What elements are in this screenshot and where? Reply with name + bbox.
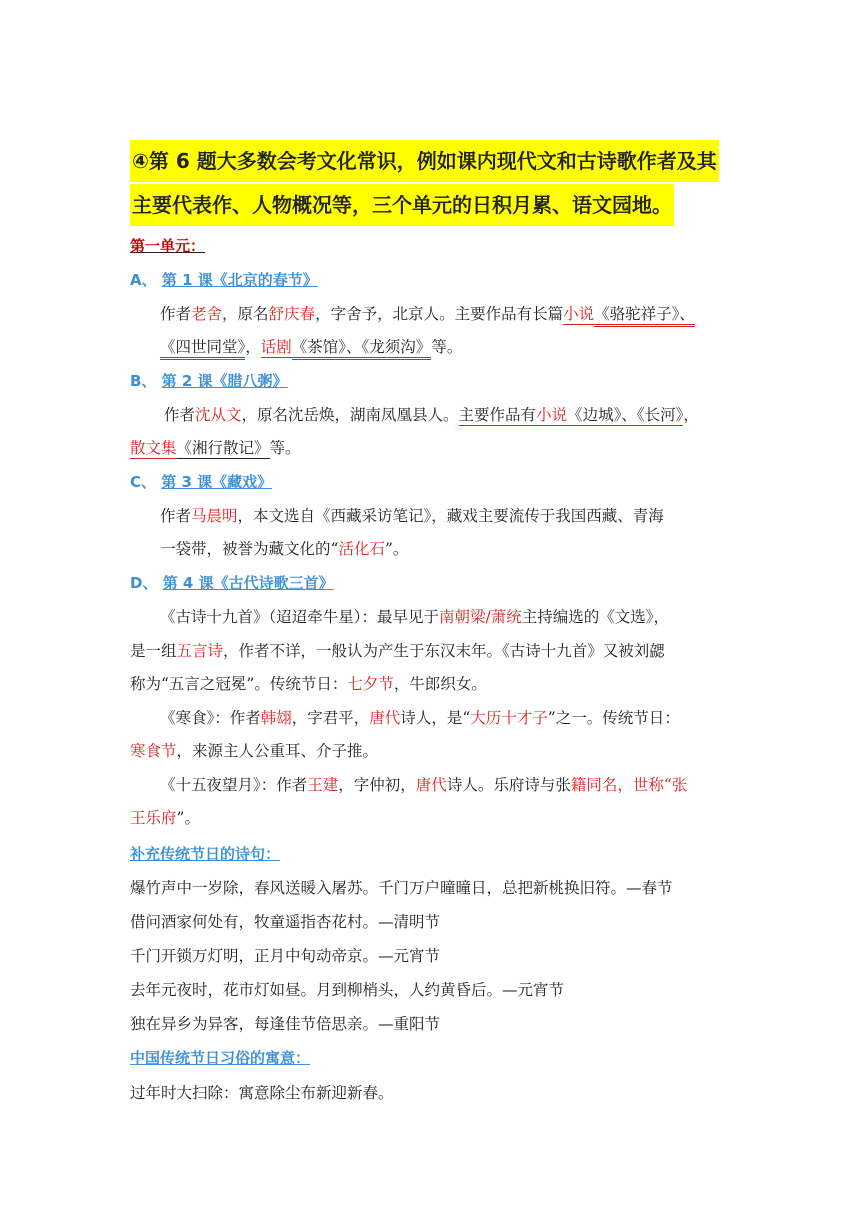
- author-name: 马晨明: [191, 507, 238, 525]
- poems-heading: [130, 843, 280, 865]
- text: ，作者不详，一般认为产生于东汉末年。《古诗十九首》又被刘勰: [223, 642, 665, 660]
- genre-essay: 散文集: [130, 439, 177, 457]
- poems-title: 补充传统节日的诗句：: [130, 845, 281, 863]
- text: ”。: [384, 540, 409, 558]
- lesson-c-line-2: [160, 538, 408, 560]
- lesson-b-line-1: [164, 404, 699, 426]
- lesson-d-title: 第 4 课《古代诗歌三首》: [162, 574, 334, 592]
- author-name: 沈从文: [195, 406, 242, 424]
- author-name: 韩翃: [260, 709, 292, 727]
- lesson-a-line-2: [160, 336, 462, 358]
- intro-line-2: 主要代表作、人物概况等，三个单元的日积月累、语文园地。: [130, 184, 674, 226]
- festival: 寒食节: [130, 742, 177, 760]
- key-term: 王乐府: [130, 809, 177, 827]
- lesson-a-label: A、: [130, 271, 157, 289]
- festival: 七夕节: [347, 675, 394, 693]
- text: 诗人。乐府诗与张: [446, 776, 571, 794]
- lesson-a-line-1: [160, 303, 695, 325]
- text: 是一组: [130, 642, 177, 660]
- lesson-d-line-2: [130, 640, 665, 662]
- text: 《寒食》：作者: [160, 709, 261, 727]
- works: 《骆驼祥子》、: [594, 305, 695, 327]
- customs-heading: [130, 1047, 310, 1069]
- poem-form: 五言诗: [176, 642, 224, 660]
- text: 《古诗十九首》（迢迢牵牛星）：最早见于: [160, 608, 440, 626]
- lesson-d-line-4: [160, 707, 680, 729]
- lesson-b-heading: [130, 370, 288, 392]
- original-name: 舒庆春: [268, 305, 316, 323]
- text: 作者: [160, 305, 192, 323]
- lesson-c-title: 第 3 课《藏戏》: [161, 473, 273, 491]
- text: 籍同名，世称“张: [570, 776, 688, 794]
- lesson-d-label: D、: [130, 574, 158, 592]
- key-term: 活化石: [338, 540, 385, 558]
- poem-line: 去年元夜时，花市灯如昼。月到柳梢头，人约黄昏后。—元宵节: [130, 981, 565, 999]
- unit-title: 第一单元：: [130, 237, 206, 255]
- poet-group: 大历十才子: [470, 709, 548, 727]
- poem-line: 借问酒家何处有，牧童遥指杏花村。—清明节: [130, 913, 441, 931]
- lesson-b-line-2: [130, 437, 301, 459]
- works: 《湘行散记》: [176, 439, 270, 457]
- genre-novel: 小说: [563, 305, 595, 323]
- text: 诗人，是“: [400, 709, 471, 727]
- lesson-b-title: 第 2 课《腊八粥》: [161, 372, 288, 390]
- lesson-d-line-7: [130, 807, 200, 829]
- poem-line: 千门开锁万灯明，正月中旬动帝京。—元宵节: [130, 947, 441, 965]
- text: ，牛郎织女。: [393, 675, 487, 693]
- lesson-c-line-1: [160, 505, 664, 527]
- lesson-d-line-1: [160, 606, 669, 628]
- lesson-a-title: 第 1 课《北京的春节》: [161, 271, 318, 289]
- text: 主要作品有: [458, 406, 537, 424]
- works: 《四世同堂》: [160, 338, 245, 360]
- text: 《十五夜望月》：作者: [160, 776, 308, 794]
- dynasty: 唐代: [415, 776, 447, 794]
- lesson-a-heading: [130, 269, 318, 291]
- text: ，来源主人公重耳、介子推。: [176, 742, 379, 760]
- text: ，字君平，: [291, 709, 370, 727]
- lesson-c-heading: [130, 471, 272, 493]
- poem-line: 独在异乡为异客，每逢佳节倍思亲。—重阳节: [130, 1015, 441, 1033]
- custom-line: 过年时大扫除：寓意除尘布新迎新春。: [130, 1084, 394, 1102]
- customs-title: 中国传统节日习俗的寓意：: [130, 1049, 311, 1067]
- lesson-b-label: B、: [130, 372, 157, 390]
- text: 作者: [164, 406, 196, 424]
- text: ，: [683, 406, 699, 424]
- text: ，: [245, 338, 261, 356]
- text: 等。: [269, 439, 301, 457]
- text: 一袋带，被誉为藏文化的“: [160, 540, 339, 558]
- genre-drama: 话剧: [260, 338, 292, 356]
- text: 作者: [160, 507, 192, 525]
- lesson-c-label: C、: [130, 473, 157, 491]
- author-name: 王建: [307, 776, 339, 794]
- text: /: [485, 608, 491, 626]
- text: ，原名: [222, 305, 269, 323]
- text: ”。: [176, 809, 200, 827]
- person-name: 萧统: [490, 608, 522, 626]
- text: ，字舍予，北京人。主要作品有长篇: [315, 305, 564, 323]
- lesson-d-heading: [130, 572, 334, 594]
- text: ，本文选自《西藏采访笔记》，藏戏主要流传于我国西藏、青海: [237, 507, 664, 525]
- works: 《茶馆》、《龙须沟》: [292, 338, 432, 360]
- dynasty: 南朝梁: [439, 608, 486, 626]
- text: 主持编选的《文选》，: [521, 608, 670, 626]
- text: ，字仲初，: [338, 776, 416, 794]
- text: 等。: [431, 338, 463, 356]
- text: 称为“五言之冠冕”。传统节日：: [130, 675, 348, 693]
- works: 《边城》、《长河》: [567, 406, 684, 424]
- genre-novel: 小说: [536, 406, 568, 424]
- poem-line: 爆竹声中一岁除，春风送暖入屠苏。千门万户曈曈日，总把新桃换旧符。—春节: [130, 879, 673, 897]
- intro-line-1: ④第 6 题大多数会考文化常识，例如课内现代文和古诗歌作者及其: [130, 140, 719, 182]
- dynasty: 唐代: [369, 709, 401, 727]
- lesson-d-line-5: [130, 740, 378, 762]
- text: ，原名沈岳焕，湖南凤凰县人。: [241, 406, 459, 424]
- author-name: 老舍: [191, 305, 223, 323]
- text: ”之一。传统节日：: [547, 709, 680, 727]
- lesson-d-line-3: [130, 673, 487, 695]
- lesson-d-line-6: [160, 774, 687, 796]
